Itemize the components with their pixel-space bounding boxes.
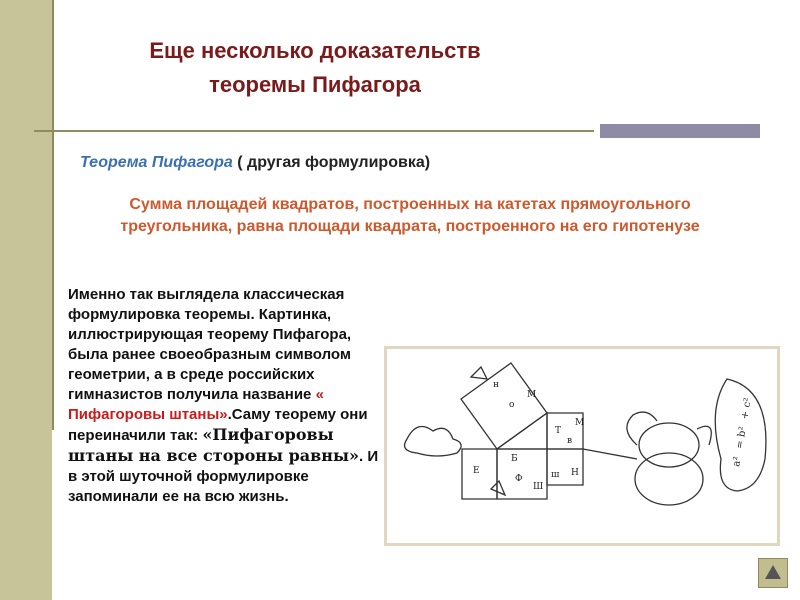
theorem-statement: Сумма площадей квадратов, построенных на катетах прямоугольного треугольника, равна площади квадрата, построенного на его гипотенузе xyxy=(120,196,700,235)
body-part-3: . И в этой шуточной формулировке запоминали ее на всю жизнь. xyxy=(68,448,379,505)
subtitle-rest: ( другая формулировка) xyxy=(232,154,431,171)
pythagoras-drawing xyxy=(387,349,777,543)
letter-4: Т xyxy=(555,426,562,436)
cloud-left xyxy=(405,427,462,457)
side-divider xyxy=(52,0,54,430)
bird-top xyxy=(471,367,487,379)
nickname: « Пифагоровы штаны» xyxy=(68,386,324,423)
figure-head xyxy=(639,423,699,467)
hypotenuse-square xyxy=(461,363,547,449)
side-bar xyxy=(0,0,52,600)
letter-7: Н xyxy=(571,468,579,478)
quote: «Пифагоровы штаны на все стороны равны» xyxy=(68,425,359,465)
subtitle xyxy=(80,154,430,172)
header-divider xyxy=(34,130,594,132)
letter-6: М xyxy=(575,418,585,428)
letter-2: о xyxy=(509,400,515,410)
letter-8: ш xyxy=(551,470,560,480)
letter-1: н xyxy=(493,380,499,390)
formula-plus: + xyxy=(739,410,752,421)
formula-b2: b² xyxy=(736,425,749,438)
letter-10: Ф xyxy=(515,474,523,484)
formula-a2: a² xyxy=(731,455,744,468)
body-part-2: .Саму теорему они переиначили так: xyxy=(68,406,368,444)
up-arrow-icon xyxy=(759,559,787,587)
body-part-1: Именно так выглядела классическая формулировка теоремы. Картинка, иллюстрирующая теорему Пифагора, была ранее своеобразным символом геометрии, а в среде российских гимназистов получила название xyxy=(68,286,352,403)
nav-up-button[interactable] xyxy=(758,558,788,588)
title-line-2: теоремы Пифагора xyxy=(209,72,421,97)
letter-5: в xyxy=(567,436,573,446)
figure-body xyxy=(635,453,703,505)
body-text xyxy=(68,285,390,507)
formula-eq: = xyxy=(734,439,747,450)
figure-hair xyxy=(627,412,657,445)
page-title xyxy=(80,34,550,102)
letter-3: М xyxy=(527,390,537,400)
theorem-link[interactable]: Теорема Пифагора xyxy=(80,154,233,171)
letter-9: Б xyxy=(511,454,518,464)
letter-12: Е xyxy=(473,466,480,476)
formula-c2: c² xyxy=(741,397,755,409)
title-line-1: Еще несколько доказательств xyxy=(149,38,481,63)
pythagoras-illustration xyxy=(384,346,780,546)
letter-11: Ш xyxy=(533,482,544,492)
bird-bottom xyxy=(491,481,505,495)
header-accent-block xyxy=(600,124,760,138)
